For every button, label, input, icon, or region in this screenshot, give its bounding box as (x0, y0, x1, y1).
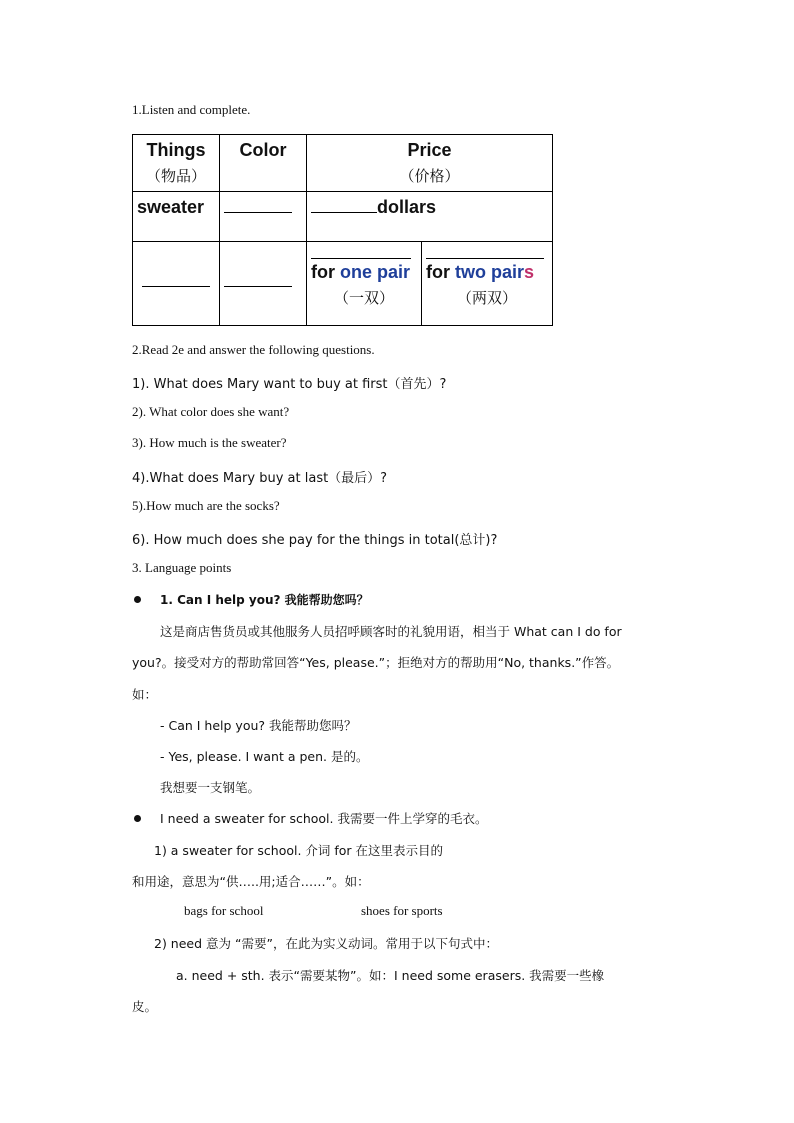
point2-example-a: bags for school (184, 903, 264, 918)
header-price: Price （价格） (307, 135, 553, 192)
point2-line-4: a. need + sth. 表示“需要某物”。如：I need some erasers. 我需要一些橡 (176, 968, 605, 983)
cell-two-pairs: for two pairs （两双） (422, 242, 553, 326)
point2-line-2: 和用途，意思为“供…..用;适合……”。如： (132, 874, 370, 889)
point2-line-5: 皮。 (132, 999, 158, 1014)
question-4: 4).What does Mary buy at last（最后）? (132, 471, 388, 486)
point2-line-3: 2) need 意为 “需要”，在此为实义动词。常用于以下句式中： (154, 936, 498, 951)
cell-one-pair: for one pair （一双） (307, 242, 422, 326)
question-6: 6). How much does she pay for the things in total(总计)? (132, 533, 498, 548)
point1-title: 1. Can I help you? 我能帮助您吗？ (160, 593, 369, 607)
point1-paragraph-2: you?。接受对方的帮助常回答“Yes, please.”；拒绝对方的帮助用“No, thanks.”作答。 (132, 655, 620, 670)
point1-paragraph-3: 如： (132, 687, 158, 702)
question-5: 5).How much are the socks? (132, 498, 280, 513)
task2-heading: 2.Read 2e and answer the following questions. (132, 342, 375, 357)
point2-title: I need a sweater for school. 我需要一件上学穿的毛衣。 (160, 811, 488, 826)
header-color: Color (220, 135, 307, 192)
task3-heading: 3. Language points (132, 560, 232, 575)
example-2: - Yes, please. I want a pen. 是的。 (160, 749, 369, 764)
example-3: 我想要一支钢笔。 (160, 780, 261, 795)
point2-example-b: shoes for sports (361, 903, 443, 918)
question-2: 2). What color does she want? (132, 404, 290, 419)
cell-thing-blank (133, 242, 220, 326)
bullet-point-1 (134, 596, 141, 603)
cell-sweater: sweater (133, 192, 220, 242)
question-1: 1). What does Mary want to buy at first（首先）? (132, 377, 447, 392)
question-3: 3). How much is the sweater? (132, 435, 287, 450)
bullet-point-2 (134, 815, 141, 822)
task1-heading: 1.Listen and complete. (132, 102, 251, 117)
point2-line-1: 1) a sweater for school. 介词 for 在这里表示目的 (154, 843, 444, 858)
cell-color-blank (220, 192, 307, 242)
cell-price-dollars: dollars (307, 192, 553, 242)
point1-paragraph-1: 这是商店售货员或其他服务人员招呼顾客时的礼貌用语，相当于 What can I do for (160, 624, 622, 639)
cell-color2-blank (220, 242, 307, 326)
header-things: Things （物品） (133, 135, 220, 192)
example-1: - Can I help you? 我能帮助您吗？ (160, 718, 357, 733)
listen-table (132, 134, 553, 326)
